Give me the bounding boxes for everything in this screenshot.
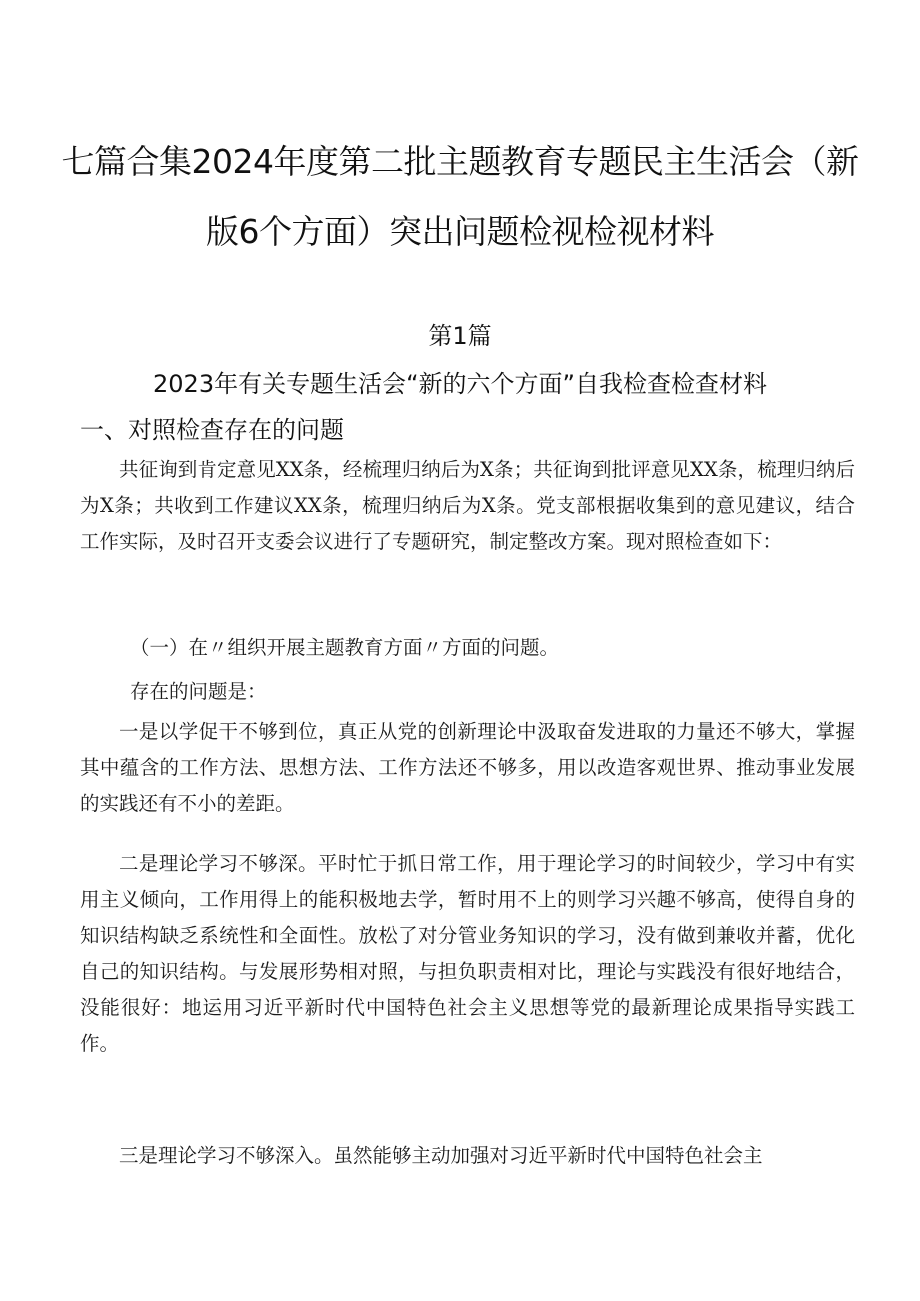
chapter-title: 2023年有关专题生活会“新的六个方面”自我检查检查材料 [153, 370, 767, 398]
paragraph-problems-intro: 存在的问题是： [130, 680, 267, 703]
chapter-label: 第1篇 [428, 322, 492, 350]
section-heading: 一、对照检查存在的问题 [80, 416, 344, 444]
paragraph-problem-two: 二是理论学习不够深。平时忙于抓日常工作，用于理论学习的时间较少，学习中有实用主义倾向，工作用得上的能积极地去学，暂时用不上的则学习兴趣不够高，使得自身的知识结构缺乏系统性和全面性。放松了对分管业务知识的学习，没有做到兼收并蓄，优化自己的知识结构。与发展形势相对照，与担负职责相对比，理论与实践没有很好地结合，没能很好：地运用习近平新时代中国特色社会主义思想等党的最新理论成果指导实践工作。 [80, 852, 855, 1055]
paragraph-feedback-summary: 共征询到肯定意见XX条，经梳理归纳后为X条；共征询到批评意见XX条，梳理归纳后为X条；共收到工作建议XX条，梳理归纳后为X条。党支部根据收集到的意见建议，结合工作实际，及时召开支委会议进行了专题研究，制定整改方案。现对照检查如下： [80, 458, 855, 553]
document-title-line-1: 七篇合集2024年度第二批主题教育专题民主生活会（新 [61, 142, 859, 181]
paragraph-subsection-heading: （一）在〃组织开展主题教育方面〃方面的问题。 [130, 636, 560, 659]
paragraph-problem-three: 三是理论学习不够深入。虽然能够主动加强对习近平新时代中国特色社会主 [119, 1144, 763, 1167]
paragraph-problem-one: 一是以学促干不够到位，真正从党的创新理论中汲取奋发进取的力量还不够大，掌握其中蕴含的工作方法、思想方法、工作方法还不够多，用以改造客观世界、推动事业发展的实践还有不小的差距。 [80, 720, 855, 815]
document-title-line-2: 版6个方面）突出问题检视检视材料 [206, 212, 714, 251]
